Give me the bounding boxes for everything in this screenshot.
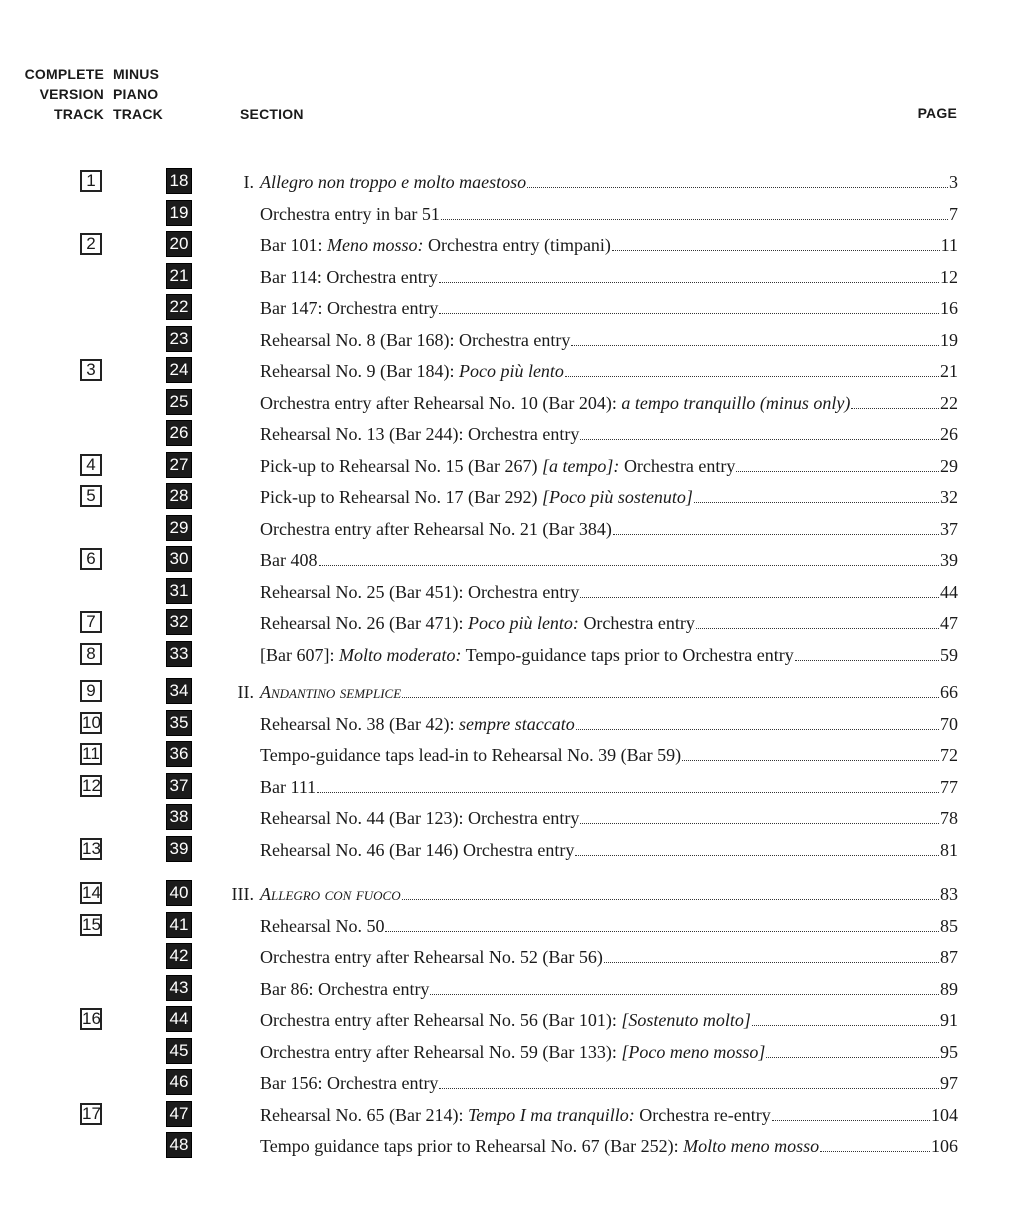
section-entry bbox=[260, 883, 958, 905]
complete-track-number: 1 bbox=[80, 170, 102, 192]
page-number: 87 bbox=[940, 947, 958, 967]
toc-row bbox=[0, 263, 1024, 294]
toc-row bbox=[0, 389, 1024, 420]
section-title-part: Bar 156: Orchestra entry bbox=[260, 1073, 439, 1093]
page-number: 47 bbox=[940, 613, 958, 633]
page-number: 26 bbox=[940, 424, 958, 444]
dot-leader bbox=[439, 282, 939, 283]
section-title-part: Orchestra entry after Rehearsal No. 52 (Bar 56) bbox=[260, 947, 603, 967]
toc-row bbox=[0, 912, 1024, 943]
section-title-part: Bar 114: Orchestra entry bbox=[260, 266, 438, 287]
section-entry bbox=[260, 744, 958, 766]
dot-leader bbox=[571, 345, 939, 346]
section-title bbox=[260, 360, 564, 382]
section-title-part: Rehearsal No. 26 (Bar 471): bbox=[260, 613, 468, 633]
dot-leader bbox=[317, 792, 939, 793]
toc-row bbox=[0, 578, 1024, 609]
dot-leader bbox=[402, 899, 939, 900]
section-title bbox=[260, 1072, 438, 1094]
section-title-part: Orchestra entry after Rehearsal No. 59 (Bar 133): bbox=[260, 1041, 622, 1062]
toc-row bbox=[0, 1132, 1024, 1163]
page-number: 11 bbox=[940, 235, 958, 255]
page-number: 72 bbox=[940, 745, 958, 765]
page-number: 85 bbox=[940, 915, 958, 936]
toc-row bbox=[0, 168, 1024, 199]
section-entry bbox=[260, 1009, 958, 1031]
section-title-part: Orchestra entry after Rehearsal No. 56 (Bar 101): bbox=[260, 1010, 622, 1030]
minus-track-number: 46 bbox=[166, 1069, 192, 1095]
section-title-part: Orchestra entry (timpani) bbox=[423, 235, 611, 255]
page-number: 29 bbox=[940, 455, 958, 476]
section-title-part: a tempo tranquillo (minus only) bbox=[621, 392, 851, 413]
section-title-part: Rehearsal No. 65 (Bar 214): bbox=[260, 1104, 468, 1125]
dot-leader bbox=[565, 376, 939, 377]
minus-track-number: 48 bbox=[166, 1132, 192, 1158]
section-title-part: Orchestra entry after Rehearsal No. 10 (Bar 204): bbox=[260, 392, 622, 413]
minus-track-number: 36 bbox=[166, 741, 192, 767]
movement-number: I. bbox=[243, 172, 254, 192]
toc-row bbox=[0, 609, 1024, 640]
minus-track-number: 28 bbox=[166, 483, 192, 509]
section-title-part: Rehearsal No. 25 (Bar 451): Orchestra entry bbox=[260, 581, 580, 602]
section-title-part: [Bar 607]: bbox=[260, 644, 339, 665]
complete-track-number: 16 bbox=[82, 1009, 101, 1028]
page-number: 104 bbox=[931, 1104, 958, 1125]
section-title-part: Bar 86: Orchestra entry bbox=[260, 978, 430, 999]
toc-row bbox=[0, 483, 1024, 514]
dot-leader bbox=[580, 597, 939, 598]
minus-track-number: 31 bbox=[166, 578, 192, 604]
section-title-part: Orchestra entry bbox=[578, 613, 695, 633]
section-title bbox=[260, 423, 579, 445]
section-header: SECTION bbox=[240, 106, 304, 122]
page-number: 7 bbox=[949, 203, 958, 224]
section-title-part: [Sostenuto molto] bbox=[621, 1010, 751, 1030]
page-number: 3 bbox=[949, 172, 958, 192]
page-number: 95 bbox=[940, 1041, 958, 1062]
section-title bbox=[260, 518, 612, 540]
section-title-part: Andantino semplice bbox=[260, 682, 402, 702]
section-entry bbox=[260, 171, 958, 193]
toc-row bbox=[0, 1006, 1024, 1037]
toc-row bbox=[0, 641, 1024, 672]
toc-row bbox=[0, 880, 1024, 911]
movement-number: III. bbox=[231, 884, 254, 904]
dot-leader bbox=[439, 313, 939, 314]
page-number: 21 bbox=[940, 361, 958, 381]
section-entry bbox=[260, 549, 958, 571]
section-entry bbox=[260, 234, 958, 256]
minus-track-number: 45 bbox=[166, 1038, 192, 1064]
complete-track-number: 15 bbox=[82, 914, 101, 934]
section-title-part: Poco più lento bbox=[458, 361, 564, 381]
section-title bbox=[260, 171, 526, 193]
section-title bbox=[260, 946, 603, 968]
minus-track-number: 23 bbox=[166, 326, 192, 352]
section-entry bbox=[260, 486, 958, 508]
page-number: 106 bbox=[931, 1136, 958, 1156]
dot-leader bbox=[752, 1025, 939, 1026]
minus-track-number: 35 bbox=[166, 710, 192, 736]
complete-track-number: 13 bbox=[82, 838, 101, 858]
toc-row bbox=[0, 1101, 1024, 1132]
section-title bbox=[260, 549, 318, 571]
toc-row bbox=[0, 546, 1024, 577]
toc-row bbox=[0, 294, 1024, 325]
header-line: COMPLETE bbox=[24, 66, 104, 82]
toc-row bbox=[0, 1069, 1024, 1100]
toc-row bbox=[0, 326, 1024, 357]
header-line: TRACK bbox=[54, 106, 104, 122]
minus-track-number: 20 bbox=[166, 231, 192, 257]
dot-leader bbox=[851, 408, 939, 409]
complete-track-number: 8 bbox=[80, 643, 102, 665]
section-title bbox=[260, 883, 401, 905]
section-title-part: Orchestra entry bbox=[619, 455, 736, 476]
toc-row bbox=[0, 741, 1024, 772]
section-title-part: Rehearsal No. 13 (Bar 244): Orchestra entry bbox=[260, 424, 580, 444]
toc-row bbox=[0, 710, 1024, 741]
complete-version-track-header bbox=[0, 64, 104, 124]
page-number: 66 bbox=[940, 682, 958, 702]
section-title-part: Poco più lento: bbox=[467, 613, 579, 633]
dot-leader bbox=[527, 187, 948, 188]
section-title-part: Orchestra re-entry bbox=[634, 1104, 771, 1125]
minus-track-number: 26 bbox=[166, 420, 192, 446]
section-title-part: Pick-up to Rehearsal No. 15 (Bar 267) bbox=[260, 455, 542, 476]
complete-track-number: 6 bbox=[80, 548, 102, 570]
section-title-part: Molto meno mosso bbox=[683, 1136, 820, 1156]
dot-leader bbox=[385, 931, 939, 932]
complete-track-number: 12 bbox=[82, 775, 101, 795]
complete-track-number: 2 bbox=[80, 233, 102, 255]
minus-track-number: 25 bbox=[166, 389, 192, 415]
section-title bbox=[260, 297, 438, 319]
page-number: 19 bbox=[940, 329, 958, 350]
section-entry bbox=[260, 455, 958, 477]
dot-leader bbox=[575, 855, 939, 856]
section-title bbox=[260, 1135, 819, 1157]
section-entry bbox=[260, 839, 958, 861]
section-entry bbox=[260, 1041, 958, 1063]
section-title bbox=[260, 776, 316, 798]
section-title bbox=[260, 839, 574, 861]
toc-row bbox=[0, 357, 1024, 388]
minus-piano-track-header bbox=[113, 64, 183, 124]
dot-leader bbox=[430, 994, 939, 995]
section-title bbox=[260, 234, 611, 256]
section-entry bbox=[260, 423, 958, 445]
toc-row bbox=[0, 804, 1024, 835]
header-line: TRACK bbox=[113, 106, 163, 122]
dot-leader bbox=[772, 1120, 930, 1121]
section-title bbox=[260, 581, 579, 603]
section-entry bbox=[260, 713, 958, 735]
dot-leader bbox=[576, 729, 939, 730]
complete-track-number: 4 bbox=[80, 454, 102, 476]
page-number: 12 bbox=[940, 266, 958, 287]
minus-track-number: 37 bbox=[166, 773, 192, 799]
section-entry bbox=[260, 360, 958, 382]
section-title bbox=[260, 644, 794, 666]
page-number: 44 bbox=[940, 581, 958, 602]
minus-track-number: 42 bbox=[166, 943, 192, 969]
section-title-part: Rehearsal No. 38 (Bar 42): bbox=[260, 713, 459, 734]
section-title-part: sempre staccato bbox=[458, 713, 575, 734]
complete-track-number: 14 bbox=[82, 883, 101, 902]
page-number: 37 bbox=[940, 518, 958, 539]
minus-track-number: 21 bbox=[166, 263, 192, 289]
complete-track-number: 7 bbox=[80, 611, 102, 633]
toc-row bbox=[0, 452, 1024, 483]
dot-leader bbox=[580, 823, 939, 824]
page-number: 22 bbox=[940, 392, 958, 413]
page-number: 89 bbox=[940, 978, 958, 999]
section-title bbox=[260, 915, 384, 937]
dot-leader bbox=[580, 439, 939, 440]
section-title-part: [Poco meno mosso] bbox=[621, 1041, 766, 1062]
section-title-part: Bar 111 bbox=[260, 776, 317, 797]
section-title-part: Tempo guidance taps prior to Rehearsal No. 67 (Bar 252): bbox=[260, 1136, 684, 1156]
section-title-part: Rehearsal No. 8 (Bar 168): Orchestra entry bbox=[260, 329, 571, 350]
section-title-part: Orchestra entry in bar 51 bbox=[260, 203, 440, 224]
toc-row bbox=[0, 943, 1024, 974]
toc-row bbox=[0, 773, 1024, 804]
section-title bbox=[260, 1009, 751, 1031]
minus-track-number: 29 bbox=[166, 515, 192, 541]
toc-row bbox=[0, 420, 1024, 451]
toc-row bbox=[0, 200, 1024, 231]
page-number: 83 bbox=[940, 884, 958, 904]
minus-track-number: 39 bbox=[166, 836, 192, 862]
dot-leader bbox=[612, 250, 940, 251]
minus-track-number: 44 bbox=[166, 1006, 192, 1032]
section-entry bbox=[260, 807, 958, 829]
minus-track-number: 30 bbox=[166, 546, 192, 572]
dot-leader bbox=[402, 697, 939, 698]
dot-leader bbox=[439, 1088, 939, 1089]
header-line: PIANO bbox=[113, 86, 159, 102]
section-entry bbox=[260, 612, 958, 634]
minus-track-number: 47 bbox=[166, 1101, 192, 1127]
dot-leader bbox=[795, 660, 939, 661]
section-title bbox=[260, 681, 401, 703]
dot-leader bbox=[682, 760, 939, 761]
header-line: MINUS bbox=[113, 66, 160, 82]
section-entry bbox=[260, 297, 958, 319]
dot-leader bbox=[736, 471, 939, 472]
section-title-part: [Poco più sostenuto] bbox=[541, 487, 693, 507]
section-entry bbox=[260, 681, 958, 703]
minus-track-number: 38 bbox=[166, 804, 192, 830]
minus-track-number: 19 bbox=[166, 200, 192, 226]
section-entry bbox=[260, 644, 958, 666]
toc-row bbox=[0, 231, 1024, 262]
section-title-part: Bar 408 bbox=[260, 550, 318, 570]
section-entry bbox=[260, 392, 958, 414]
page-number: 16 bbox=[940, 298, 958, 318]
dot-leader bbox=[696, 628, 939, 629]
section-entry bbox=[260, 266, 958, 288]
page-number: 91 bbox=[940, 1010, 958, 1030]
header-line: VERSION bbox=[39, 86, 104, 102]
section-entry bbox=[260, 518, 958, 540]
minus-track-number: 34 bbox=[166, 678, 192, 704]
section-title bbox=[260, 807, 579, 829]
section-entry bbox=[260, 1104, 958, 1126]
section-title bbox=[260, 744, 681, 766]
toc-row bbox=[0, 975, 1024, 1006]
section-title-part: Rehearsal No. 44 (Bar 123): Orchestra entry bbox=[260, 808, 580, 828]
minus-track-number: 40 bbox=[166, 880, 192, 906]
section-title-part: Rehearsal No. 9 (Bar 184): bbox=[260, 361, 459, 381]
section-title bbox=[260, 486, 693, 508]
section-title bbox=[260, 1041, 765, 1063]
section-title bbox=[260, 203, 440, 225]
section-title-part: Molto moderato: bbox=[338, 644, 462, 665]
section-title-part: Tempo-guidance taps prior to Orchestra entry bbox=[461, 644, 794, 665]
page-number: 81 bbox=[940, 839, 958, 860]
complete-track-number: 9 bbox=[80, 680, 102, 702]
complete-track-number: 11 bbox=[80, 743, 102, 765]
minus-track-number: 43 bbox=[166, 975, 192, 1001]
movement-number: II. bbox=[237, 682, 254, 702]
section-title-part: Rehearsal No. 50 bbox=[260, 915, 385, 936]
section-title bbox=[260, 1104, 771, 1126]
minus-track-number: 32 bbox=[166, 609, 192, 635]
section-entry bbox=[260, 581, 958, 603]
complete-track-number: 10 bbox=[82, 712, 101, 732]
section-entry bbox=[260, 329, 958, 351]
dot-leader bbox=[766, 1057, 939, 1058]
section-entry bbox=[260, 203, 958, 225]
section-title-part: Bar 101: bbox=[260, 235, 327, 255]
page-number: 39 bbox=[940, 550, 958, 570]
minus-track-number: 41 bbox=[166, 912, 192, 938]
dot-leader bbox=[694, 502, 939, 503]
page-number: 77 bbox=[940, 776, 958, 797]
section-title-part: Orchestra entry after Rehearsal No. 21 (Bar 384) bbox=[260, 518, 612, 539]
section-title-part: Meno mosso: bbox=[327, 235, 424, 255]
page-header: PAGE bbox=[917, 105, 957, 121]
section-title-part: Allegro con fuoco bbox=[260, 884, 401, 904]
section-title bbox=[260, 266, 438, 288]
minus-track-number: 18 bbox=[166, 168, 192, 194]
section-title bbox=[260, 455, 735, 477]
minus-track-number: 33 bbox=[166, 641, 192, 667]
section-entry bbox=[260, 1135, 958, 1157]
page-number: 78 bbox=[940, 808, 958, 828]
minus-track-number: 27 bbox=[166, 452, 192, 478]
page-number: 70 bbox=[940, 713, 958, 734]
dot-leader bbox=[820, 1151, 930, 1152]
minus-track-number: 24 bbox=[166, 357, 192, 383]
page-number: 32 bbox=[940, 487, 958, 507]
section-title-part: Pick-up to Rehearsal No. 17 (Bar 292) bbox=[260, 487, 542, 507]
toc-row bbox=[0, 1038, 1024, 1069]
page-number: 97 bbox=[940, 1073, 958, 1093]
section-title bbox=[260, 978, 429, 1000]
section-title bbox=[260, 612, 695, 634]
section-title bbox=[260, 392, 850, 414]
section-title-part: [a tempo]: bbox=[541, 455, 620, 476]
complete-track-number: 5 bbox=[80, 485, 102, 507]
toc-row bbox=[0, 836, 1024, 867]
page-number: 59 bbox=[940, 644, 958, 665]
section-title-part: Tempo-guidance taps lead-in to Rehearsal No. 39 (Bar 59) bbox=[260, 745, 682, 765]
section-title bbox=[260, 713, 575, 735]
section-title-part: Bar 147: Orchestra entry bbox=[260, 298, 439, 318]
section-title bbox=[260, 329, 570, 351]
section-title-part: Tempo I ma tranquillo: bbox=[467, 1104, 635, 1125]
complete-track-number: 3 bbox=[80, 359, 102, 381]
section-entry bbox=[260, 946, 958, 968]
minus-track-number: 22 bbox=[166, 294, 192, 320]
complete-track-number: 17 bbox=[82, 1103, 101, 1123]
dot-leader bbox=[613, 534, 939, 535]
dot-leader bbox=[441, 219, 948, 220]
dot-leader bbox=[604, 962, 939, 963]
section-entry bbox=[260, 915, 958, 937]
section-entry bbox=[260, 776, 958, 798]
toc-row bbox=[0, 678, 1024, 709]
section-title-part: Allegro non troppo e molto maestoso bbox=[260, 172, 527, 192]
section-entry bbox=[260, 1072, 958, 1094]
section-title-part: Rehearsal No. 46 (Bar 146) Orchestra entry bbox=[260, 839, 575, 860]
toc-row bbox=[0, 515, 1024, 546]
dot-leader bbox=[319, 565, 940, 566]
section-entry bbox=[260, 978, 958, 1000]
